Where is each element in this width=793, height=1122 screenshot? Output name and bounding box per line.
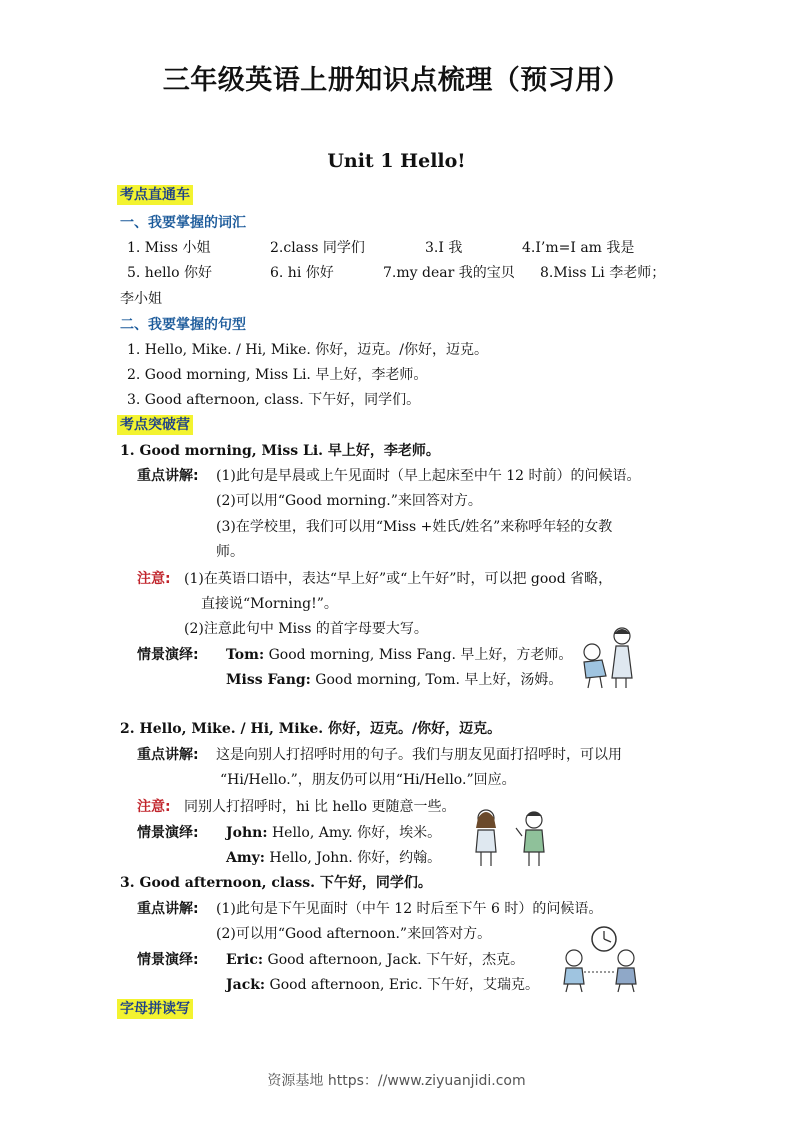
point-2-heading: 2. Hello, Mike. / Hi, Mike. 你好，迈克。/你好，迈克。: [120, 721, 502, 737]
dialog-line: [226, 822, 441, 842]
dialog-line: [226, 644, 572, 664]
vocab-item: 1. Miss 小姐: [127, 240, 211, 256]
key-line: 师。: [216, 544, 244, 560]
key-line: (1)此句是下午见面时（中午 12 时后至下午 6 时）的问候语。: [216, 901, 603, 917]
note-line: 同别人打招呼时，hi 比 hello 更随意一些。: [184, 799, 456, 815]
vocab-item: 7.my dear 我的宝贝: [383, 265, 515, 281]
speaker: Eric:: [226, 952, 264, 968]
note-label: 注意:: [137, 799, 171, 815]
vocab-item: 2.class 同学们: [270, 240, 365, 256]
note-line: 直接说“Morning!”。: [201, 596, 338, 612]
vocab-item: 5. hello 你好: [127, 265, 212, 281]
scene-label: 情景演绎:: [137, 952, 199, 968]
speaker: Tom:: [226, 647, 265, 663]
scene-label: 情景演绎:: [137, 647, 199, 663]
teacher-student-illustration: [570, 622, 640, 690]
clock-kids-illustration: [554, 924, 644, 994]
dialog-text: Good afternoon, Jack. 下午好，杰克。: [263, 952, 525, 968]
vocab-item: 8.Miss Li 李老师；: [540, 265, 666, 281]
dialog-line: [226, 847, 441, 867]
dialog-text: Hello, Amy. 你好，埃米。: [267, 825, 442, 841]
dialog-text: Good morning, Miss Fang. 早上好，方老师。: [264, 647, 573, 663]
vocab-item: 4.I’m=I am 我是: [522, 240, 635, 256]
note-line: (2)注意此句中 Miss 的首字母要大写。: [184, 621, 428, 637]
vocab-heading: 一、我要掌握的词汇: [120, 215, 246, 231]
dialog-text: Good morning, Tom. 早上好，汤姆。: [310, 672, 563, 688]
page-title: 三年级英语上册知识点梳理（预习用）: [162, 65, 631, 96]
vocab-item: 6. hi 你好: [270, 265, 334, 281]
note-label: 注意:: [137, 571, 171, 587]
unit-heading: Unit 1 Hello!: [327, 150, 466, 172]
dialog-text: Good afternoon, Eric. 下午好，艾瑞克。: [265, 977, 540, 993]
key-line: (2)可以用“Good morning.”来回答对方。: [216, 493, 482, 509]
sentences-heading: 二、我要掌握的句型: [120, 317, 246, 333]
key-label: 重点讲解:: [137, 468, 199, 484]
note-line: (1)在英语口语中，表达“早上好”或“上午好”时，可以把 good 省略，: [184, 571, 613, 587]
tag-zimu: 字母拼读写: [117, 999, 193, 1019]
speaker: Jack:: [226, 977, 266, 993]
vocab-item-cont: 李小姐: [120, 291, 162, 307]
dialog-line: [226, 949, 524, 969]
scene-label: 情景演绎:: [137, 825, 199, 841]
key-line: 这是向别人打招呼时用的句子。我们与朋友见面打招呼时，可以用: [216, 747, 622, 763]
speaker: John:: [226, 825, 268, 841]
key-line: “Hi/Hello.”，朋友仍可以用“Hi/Hello.”回应。: [220, 772, 516, 788]
dialog-line: [226, 974, 539, 994]
sentence-item: 1. Hello, Mike. / Hi, Mike. 你好，迈克。/你好，迈克。: [127, 342, 489, 358]
key-line: (2)可以用“Good afternoon.”来回答对方。: [216, 926, 492, 942]
point-1-heading: 1. Good morning, Miss Li. 早上好，李老师。: [120, 443, 440, 459]
key-line: (3)在学校里，我们可以用“Miss +姓氏/姓名”来称呼年轻的女教: [216, 519, 613, 535]
vocab-item: 3.I 我: [425, 240, 463, 256]
sentence-item: 3. Good afternoon, class. 下午好，同学们。: [127, 392, 421, 408]
tag-tupo: 考点突破营: [117, 415, 193, 435]
key-line: (1)此句是早晨或上午见面时（早上起床至中午 12 时前）的问候语。: [216, 468, 641, 484]
dialog-line: [226, 669, 562, 689]
key-label: 重点讲解:: [137, 747, 199, 763]
tag-kaodian: 考点直通车: [117, 185, 193, 205]
point-3-heading: 3. Good afternoon, class. 下午好，同学们。: [120, 875, 432, 891]
speaker: Miss Fang:: [226, 672, 311, 688]
footer-watermark: 资源基地 https：//www.ziyuanjidi.com: [267, 1073, 526, 1089]
sentence-item: 2. Good morning, Miss Li. 早上好，李老师。: [127, 367, 428, 383]
dialog-text: Hello, John. 你好，约翰。: [264, 850, 442, 866]
two-kids-illustration: [468, 806, 552, 870]
speaker: Amy:: [226, 850, 265, 866]
key-label: 重点讲解:: [137, 901, 199, 917]
